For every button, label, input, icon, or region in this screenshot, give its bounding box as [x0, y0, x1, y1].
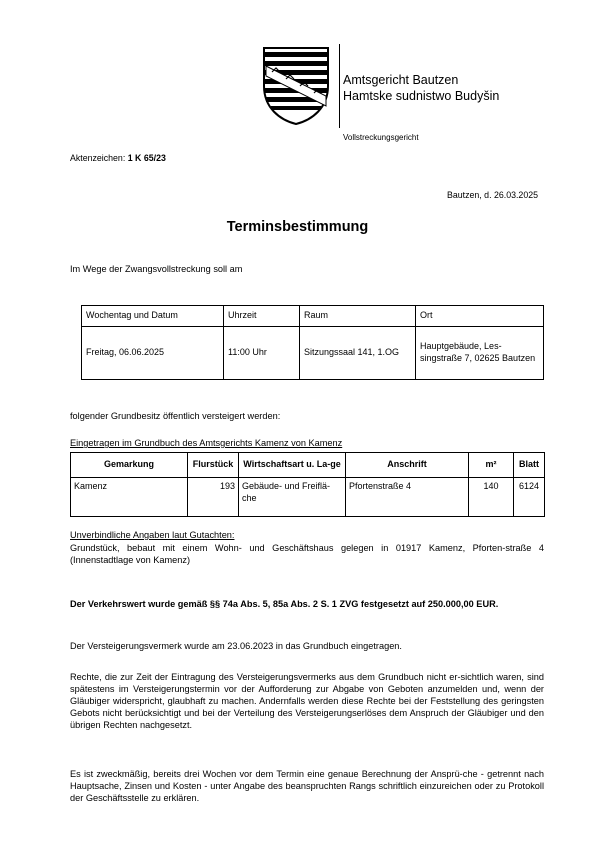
- gb-anschrift: Pfortenstraße 4: [346, 478, 469, 517]
- gb-header-blatt: Blatt: [514, 453, 545, 478]
- termin-room: Sitzungssaal 141, 1.OG: [300, 327, 416, 380]
- termin-header-place: Ort: [416, 306, 544, 327]
- gb-header-m2: m²: [469, 453, 514, 478]
- gb-header-gemarkung: Gemarkung: [71, 453, 188, 478]
- gb-header-wirtschaftsart: Wirtschaftsart u. La-ge: [239, 453, 346, 478]
- gutachten-text: Grundstück, bebaut mit einem Wohn- und Geschäftshaus gelegen in 01917 Kamenz, Pforten-straße 4 (Innenstadtlage von Kamenz): [70, 543, 544, 565]
- gutachten-heading: Unverbindliche Angaben laut Gutachten:: [70, 530, 235, 540]
- gb-header-anschrift: Anschrift: [346, 453, 469, 478]
- document-title: Terminsbestimmung: [226, 219, 369, 235]
- termin-place: Hauptgebäude, Les-singstraße 7, 02625 Bautzen: [416, 327, 544, 380]
- department-name: Vollstreckungsgericht: [343, 133, 419, 142]
- grundbuch-heading: Eingetragen im Grundbuch des Amtsgerichts Kamenz von Kamenz: [70, 438, 343, 448]
- grundbesitz-text: folgender Grundbesitz öffentlich versteigert werden:: [70, 411, 281, 421]
- gb-wirtschaftsart: Gebäude- und Freiflä-che: [239, 478, 346, 517]
- zweckmaessig-text: Es ist zweckmäßig, bereits drei Wochen vor dem Termin eine genaue Berechnung der Ansprü-che - getrennt nach Hauptsache, Zinsen und Kosten - unter Angabe des beanspruchten Rangs schriftlich einzureichen oder zu Protokoll der Geschäftsstelle zu erklären.: [70, 769, 544, 803]
- coat-of-arms-icon: [262, 46, 330, 126]
- gutachten-heading-wrap: [70, 530, 544, 542]
- intro-text: Im Wege der Zwangsvollstreckung soll am: [70, 264, 243, 274]
- court-name-german: Amtsgericht Bautzen: [343, 73, 459, 87]
- court-name-sorbian: Hamtske sudnistwo Budyšin: [343, 89, 500, 103]
- termin-date: Freitag, 06.06.2025: [82, 327, 224, 380]
- termin-header-room: Raum: [300, 306, 416, 327]
- gb-blatt: 6124: [514, 478, 545, 517]
- termin-table: [81, 305, 544, 380]
- rechte-text: Rechte, die zur Zeit der Eintragung des Versteigerungsvermerks aus dem Grundbuch nicht er-sichtlich waren, sind spätestens im Versteigerungstermin vor der Aufforderung zur Abgabe von Geboten anzumelden und, wenn der Gläubiger widerspricht, glaubhaft zu machen. Andernfalls werden diese Rechte bei der Feststellung des geringsten Gebots nicht berücksichtigt und bei der Verteilung des Versteigerungserlöses dem Anspruch der Gläubiger und den übrigen Rechten nachgesetzt.: [70, 672, 544, 730]
- gb-header-flurstueck: Flurstück: [188, 453, 239, 478]
- termin-header-time: Uhrzeit: [224, 306, 300, 327]
- gb-m2: 140: [469, 478, 514, 517]
- verkehrswert-text: Der Verkehrswert wurde gemäß §§ 74a Abs. 5, 85a Abs. 2 S. 1 ZVG festgesetzt auf 250.000,00 EUR.: [70, 599, 499, 609]
- grundbuch-heading-wrap: [70, 438, 544, 450]
- termin-time: 11:00 Uhr: [224, 327, 300, 380]
- gb-flurstueck: 193: [188, 478, 239, 517]
- gb-gemarkung: Kamenz: [71, 478, 188, 517]
- vermerk-text: Der Versteigerungsvermerk wurde am 23.06.2023 in das Grundbuch eingetragen.: [70, 641, 402, 651]
- termin-header-date: Wochentag und Datum: [82, 306, 224, 327]
- header-divider: [339, 44, 340, 128]
- grundbuch-table: [70, 452, 545, 517]
- case-number-label: Aktenzeichen:: [70, 153, 126, 163]
- place-date: Bautzen, d. 26.03.2025: [447, 190, 538, 200]
- case-number: [70, 153, 166, 164]
- case-number-value: 1 K 65/23: [127, 153, 166, 163]
